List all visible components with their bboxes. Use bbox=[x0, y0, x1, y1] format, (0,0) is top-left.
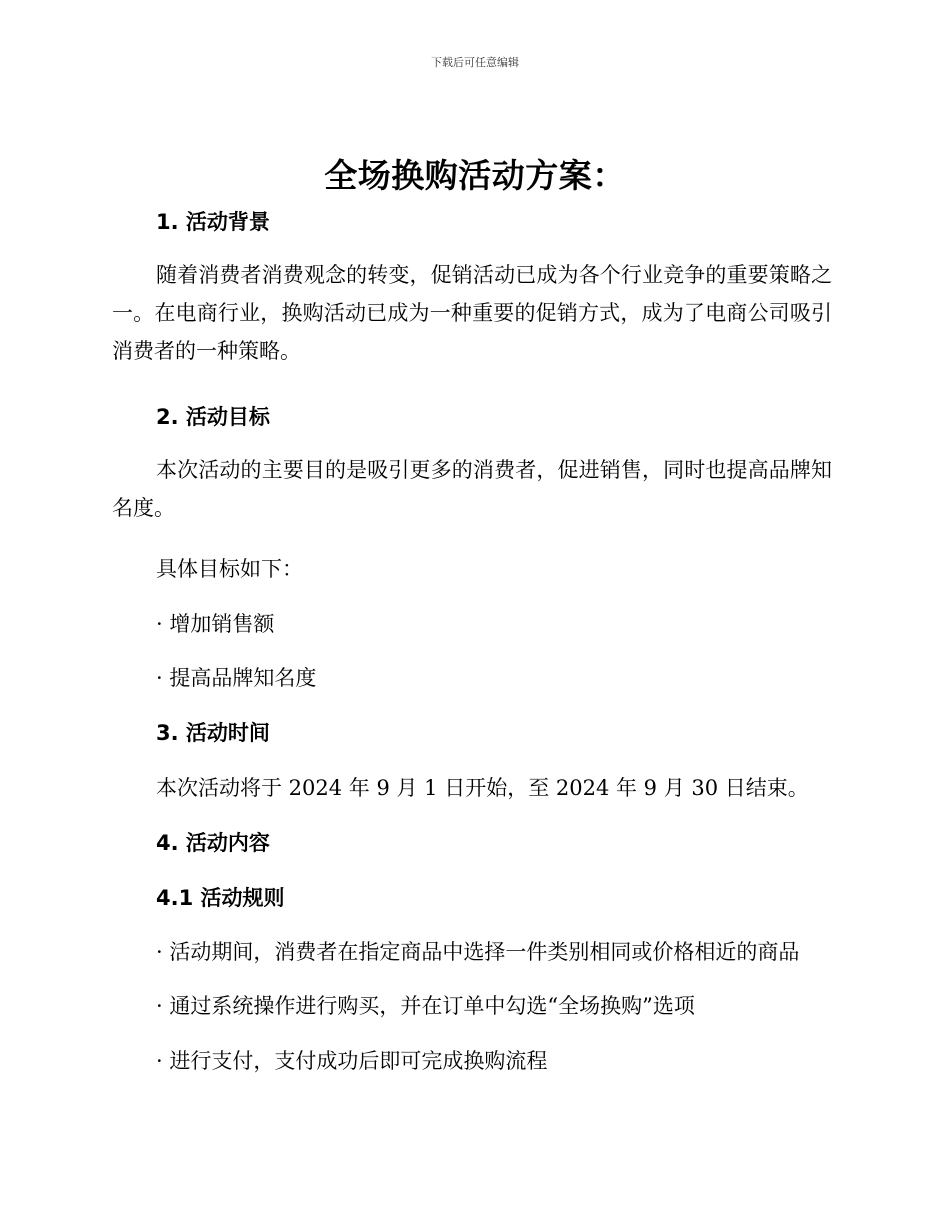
background-paragraph: 随着消费者消费观念的转变，促销活动已成为各个行业竞争的重要策略之一。在电商行业，换购活动已成为一种重要的促销方式，成为了电商公司吸引消费者的一种策略。 bbox=[112, 263, 832, 363]
section-heading-background: 1. 活动背景 bbox=[156, 210, 270, 234]
time-text: 本次活动将于 2024 年 9 月 1 日开始，至 2024 年 9 月 30 日结束。 bbox=[156, 776, 809, 800]
subsection-heading-rules: 4.1 活动规则 bbox=[156, 886, 285, 910]
goal-paragraph: 本次活动的主要目的是吸引更多的消费者，促进销售，同时也提高品牌知名度。 bbox=[112, 458, 832, 520]
section-heading-goal: 2. 活动目标 bbox=[156, 405, 270, 429]
list-item: · 增加销售额 bbox=[156, 612, 275, 636]
list-item: · 提高品牌知名度 bbox=[156, 666, 317, 690]
goal-intro: 具体目标如下： bbox=[156, 557, 303, 581]
section-heading-time: 3. 活动时间 bbox=[156, 721, 270, 745]
list-item: · 活动期间，消费者在指定商品中选择一件类别相同或价格相近的商品 bbox=[156, 940, 800, 964]
section-heading-content: 4. 活动内容 bbox=[156, 831, 270, 855]
page-title: 全场换购活动方案： bbox=[324, 156, 626, 195]
list-item: · 通过系统操作进行购买，并在订单中勾选“全场换购”选项 bbox=[156, 994, 695, 1018]
list-item: · 进行支付，支付成功后即可完成换购流程 bbox=[156, 1049, 548, 1073]
header-note: 下载后可任意编辑 bbox=[431, 56, 519, 69]
